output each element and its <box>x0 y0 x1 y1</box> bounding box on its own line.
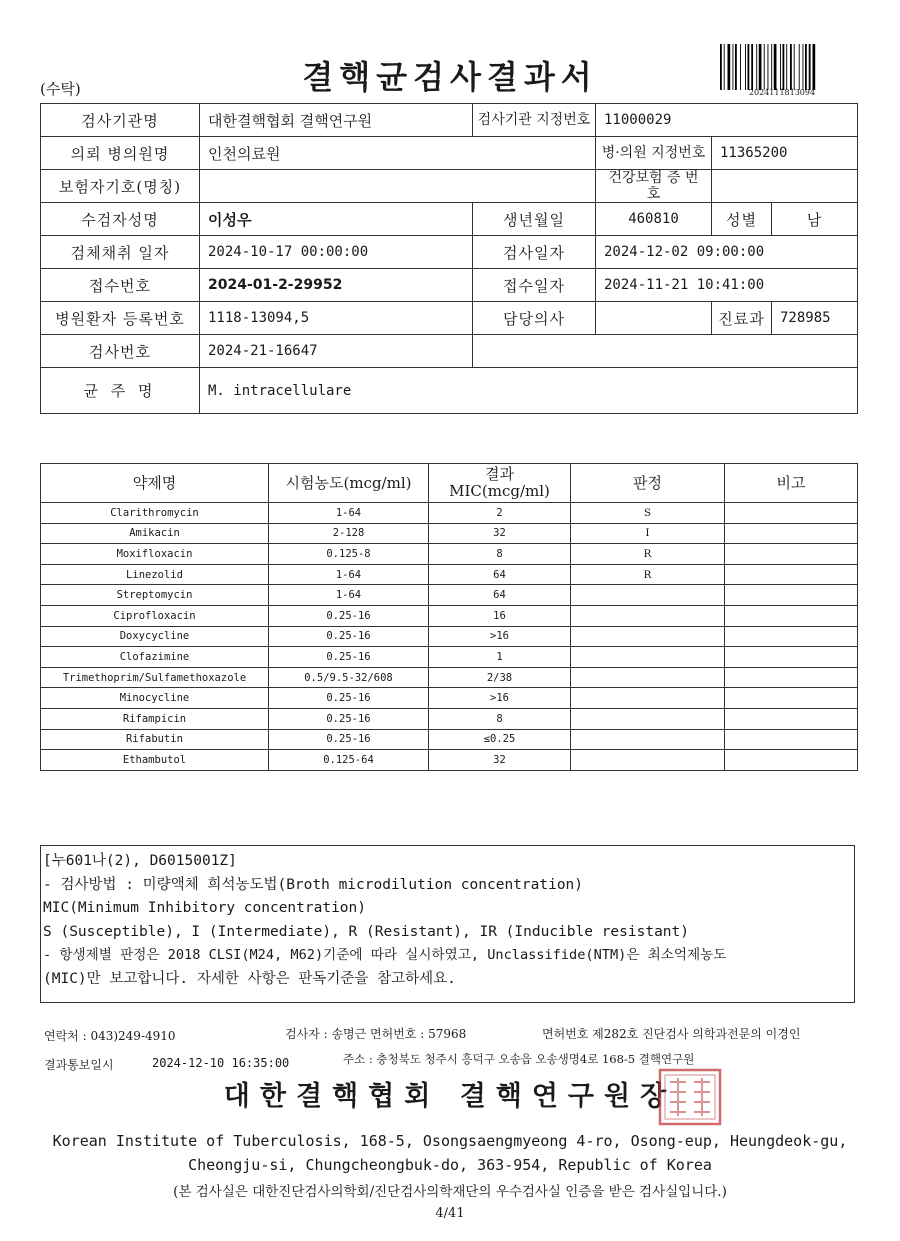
drug-name-cell: Minocycline <box>41 688 269 709</box>
mic-column-header <box>429 464 571 503</box>
drug-name-cell: Rifampicin <box>41 708 269 729</box>
method-notes-box <box>40 845 855 1003</box>
mic-result-cell: 32 <box>429 750 571 771</box>
test-range-cell: 2-128 <box>269 523 429 544</box>
mic-result-cell: 16 <box>429 605 571 626</box>
test-date-label: 검사일자 <box>473 236 596 269</box>
mic-result-cell: 64 <box>429 585 571 606</box>
remark-cell <box>725 729 858 750</box>
receipt-date-label: 접수일자 <box>473 269 596 302</box>
remark-cell <box>725 503 858 524</box>
receipt-number-value: 2024-01-2-29952 <box>200 269 473 302</box>
remark-cell <box>725 626 858 647</box>
english-address-line-2: Cheongju-si, Chungcheongbuk-do, 363-954, Republic of Korea <box>188 1156 712 1174</box>
department-value: 728985 <box>772 302 858 335</box>
table-row <box>41 585 858 606</box>
remark-cell <box>725 605 858 626</box>
mic-result-cell: ≤0.25 <box>429 729 571 750</box>
judgement-cell: R <box>571 564 725 585</box>
table-row <box>41 564 858 585</box>
judgement-cell <box>571 708 725 729</box>
physician-license: 면허번호 제282호 진단검사 의학과전문의 이경인 <box>542 1027 801 1041</box>
drug-susceptibility-table <box>40 463 858 771</box>
patient-name-label: 수검자성명 <box>41 203 200 236</box>
range-column-header: 시험농도(mcg/ml) <box>269 464 429 503</box>
organism-label: 균 주 명 <box>41 368 200 414</box>
hospital-id-value: 11365200 <box>712 137 858 170</box>
patient-name-value: 이성우 <box>200 203 473 236</box>
table-row <box>41 626 858 647</box>
korean-address: 주소 : 충청북도 청주시 흥덕구 오송읍 오송생명4로 168-5 결핵연구원 <box>343 1052 695 1066</box>
health-id-label: 건강보험 증 번 호 <box>596 170 712 203</box>
judgement-cell <box>571 667 725 688</box>
barcode-number: 2024111813094 <box>748 88 816 97</box>
notes-line-4: S (Susceptible), I (Intermediate), R (Resistant), IR (Inducible resistant) <box>43 923 690 940</box>
dob-value: 460810 <box>596 203 712 236</box>
lab-certification-note: (본 검사실은 대한진단검사의학회/진단검사의학재단의 우수검사실 인증을 받은 검사실입니다.) <box>173 1184 727 1200</box>
test-number-blank <box>473 335 858 368</box>
remark-cell <box>725 647 858 668</box>
mic-result-cell: 2 <box>429 503 571 524</box>
notes-line-6: (MIC)만 보고합니다. 자세한 사항은 판독기준을 참고하세요. <box>43 970 456 987</box>
department-label: 진료과 <box>712 302 772 335</box>
judgement-cell <box>571 750 725 771</box>
drug-name-cell: Clarithromycin <box>41 503 269 524</box>
test-range-cell: 0.125-8 <box>269 544 429 565</box>
test-range-cell: 0.5/9.5-32/608 <box>269 667 429 688</box>
test-range-cell: 0.25-16 <box>269 688 429 709</box>
judgement-cell <box>571 729 725 750</box>
english-address-line-1: Korean Institute of Tuberculosis, 168-5, Osongsaengmyeong 4-ro, Osong-eup, Heungdeok-gu, <box>52 1132 848 1150</box>
table-row <box>41 544 858 565</box>
lab-name-value: 대한결핵협회 결핵연구원 <box>200 104 473 137</box>
official-seal-stamp <box>658 1068 722 1126</box>
test-range-cell: 0.25-16 <box>269 708 429 729</box>
contact-phone: 연락처 : 043)249-4910 <box>44 1029 176 1043</box>
dob-label: 생년월일 <box>473 203 596 236</box>
drug-column-header: 약제명 <box>41 464 269 503</box>
judgement-cell: I <box>571 523 725 544</box>
receipt-date-value: 2024-11-21 10:41:00 <box>596 269 858 302</box>
remark-column-header: 비고 <box>725 464 858 503</box>
test-range-cell: 0.25-16 <box>269 647 429 668</box>
insurer-value <box>200 170 596 203</box>
report-type-prefix: (수탁) <box>40 80 81 98</box>
lab-name-label: 검사기관명 <box>41 104 200 137</box>
registration-number-label: 병원환자 등록번호 <box>41 302 200 335</box>
collection-date-label: 검체채취 일자 <box>41 236 200 269</box>
table-row <box>41 688 858 709</box>
remark-cell <box>725 750 858 771</box>
table-row <box>41 503 858 524</box>
test-range-cell: 1-64 <box>269 564 429 585</box>
drug-name-cell: Moxifloxacin <box>41 544 269 565</box>
test-range-cell: 0.125-64 <box>269 750 429 771</box>
drug-name-cell: Streptomycin <box>41 585 269 606</box>
barcode-image <box>718 44 846 90</box>
mic-header-line1: 결과 <box>485 465 514 483</box>
mic-result-cell: 64 <box>429 564 571 585</box>
test-range-cell: 0.25-16 <box>269 729 429 750</box>
judgement-cell <box>571 688 725 709</box>
table-row <box>41 667 858 688</box>
lab-id-value: 11000029 <box>596 104 858 137</box>
test-number-label: 검사번호 <box>41 335 200 368</box>
drug-name-cell: Clofazimine <box>41 647 269 668</box>
drug-name-cell: Linezolid <box>41 564 269 585</box>
insurer-label: 보험자기호(명칭) <box>41 170 200 203</box>
sex-value: 남 <box>772 203 858 236</box>
examiner-info: 검사자 : 송명근 면허번호 : 57968 <box>285 1027 467 1041</box>
remark-cell <box>725 688 858 709</box>
judgement-cell: R <box>571 544 725 565</box>
judgement-cell <box>571 626 725 647</box>
test-range-cell: 0.25-16 <box>269 626 429 647</box>
organism-value: M. intracellulare <box>200 368 858 414</box>
registration-number-value: 1118-13094,5 <box>200 302 473 335</box>
table-row <box>41 523 858 544</box>
mic-result-cell: >16 <box>429 626 571 647</box>
drug-name-cell: Trimethoprim/Sulfamethoxazole <box>41 667 269 688</box>
drug-name-cell: Amikacin <box>41 523 269 544</box>
report-date-value: 2024-12-10 16:35:00 <box>152 1056 290 1070</box>
drug-name-cell: Rifabutin <box>41 729 269 750</box>
judgement-cell: S <box>571 503 725 524</box>
mic-result-cell: 8 <box>429 544 571 565</box>
document-title: 결핵균검사결과서 <box>302 58 598 96</box>
page-number: 4/41 <box>435 1206 465 1221</box>
collection-date-value: 2024-10-17 00:00:00 <box>200 236 473 269</box>
table-row <box>41 708 858 729</box>
table-row <box>41 750 858 771</box>
mic-result-cell: 2/38 <box>429 667 571 688</box>
remark-cell <box>725 544 858 565</box>
table-row <box>41 605 858 626</box>
notes-line-5: - 항생제별 판정은 2018 CLSI(M24, M62)기준에 따라 실시하였고, Unclassifide(NTM)은 최소억제농도 <box>43 947 727 963</box>
health-id-value <box>712 170 858 203</box>
drug-name-cell: Doxycycline <box>41 626 269 647</box>
remark-cell <box>725 708 858 729</box>
organization-name: 대한결핵협회 결핵연구원장 <box>223 1081 677 1112</box>
notes-line-3: MIC(Minimum Inhibitory concentration) <box>43 900 367 916</box>
drug-name-cell: Ethambutol <box>41 750 269 771</box>
judgement-cell <box>571 585 725 606</box>
hospital-id-label: 병·의원 지정번호 <box>596 137 712 170</box>
notes-line-1: [누601나(2), D6015001Z] <box>43 853 237 869</box>
hospital-name-value: 인천의료원 <box>200 137 596 170</box>
receipt-number-label: 접수번호 <box>41 269 200 302</box>
mic-header-line2: MIC(mcg/ml) <box>449 482 550 500</box>
test-range-cell: 1-64 <box>269 503 429 524</box>
remark-cell <box>725 585 858 606</box>
test-number-value: 2024-21-16647 <box>200 335 473 368</box>
notes-line-2: - 검사방법 : 미량액체 희석농도법(Broth microdilution concentration) <box>43 876 584 893</box>
remark-cell <box>725 523 858 544</box>
test-range-cell: 1-64 <box>269 585 429 606</box>
table-row <box>41 729 858 750</box>
mic-result-cell: 8 <box>429 708 571 729</box>
mic-result-cell: 32 <box>429 523 571 544</box>
patient-info-table <box>40 103 858 414</box>
doctor-value <box>596 302 712 335</box>
judgement-cell <box>571 647 725 668</box>
remark-cell <box>725 667 858 688</box>
report-date-label: 결과통보일시 <box>44 1058 114 1072</box>
table-row <box>41 647 858 668</box>
lab-id-label: 검사기관 지정번호 <box>473 104 596 137</box>
mic-result-cell: >16 <box>429 688 571 709</box>
judgement-column-header: 판정 <box>571 464 725 503</box>
remark-cell <box>725 564 858 585</box>
drug-name-cell: Ciprofloxacin <box>41 605 269 626</box>
test-range-cell: 0.25-16 <box>269 605 429 626</box>
sex-label: 성별 <box>712 203 772 236</box>
hospital-name-label: 의뢰 병의원명 <box>41 137 200 170</box>
judgement-cell <box>571 605 725 626</box>
test-date-value: 2024-12-02 09:00:00 <box>596 236 858 269</box>
mic-result-cell: 1 <box>429 647 571 668</box>
doctor-label: 담당의사 <box>473 302 596 335</box>
